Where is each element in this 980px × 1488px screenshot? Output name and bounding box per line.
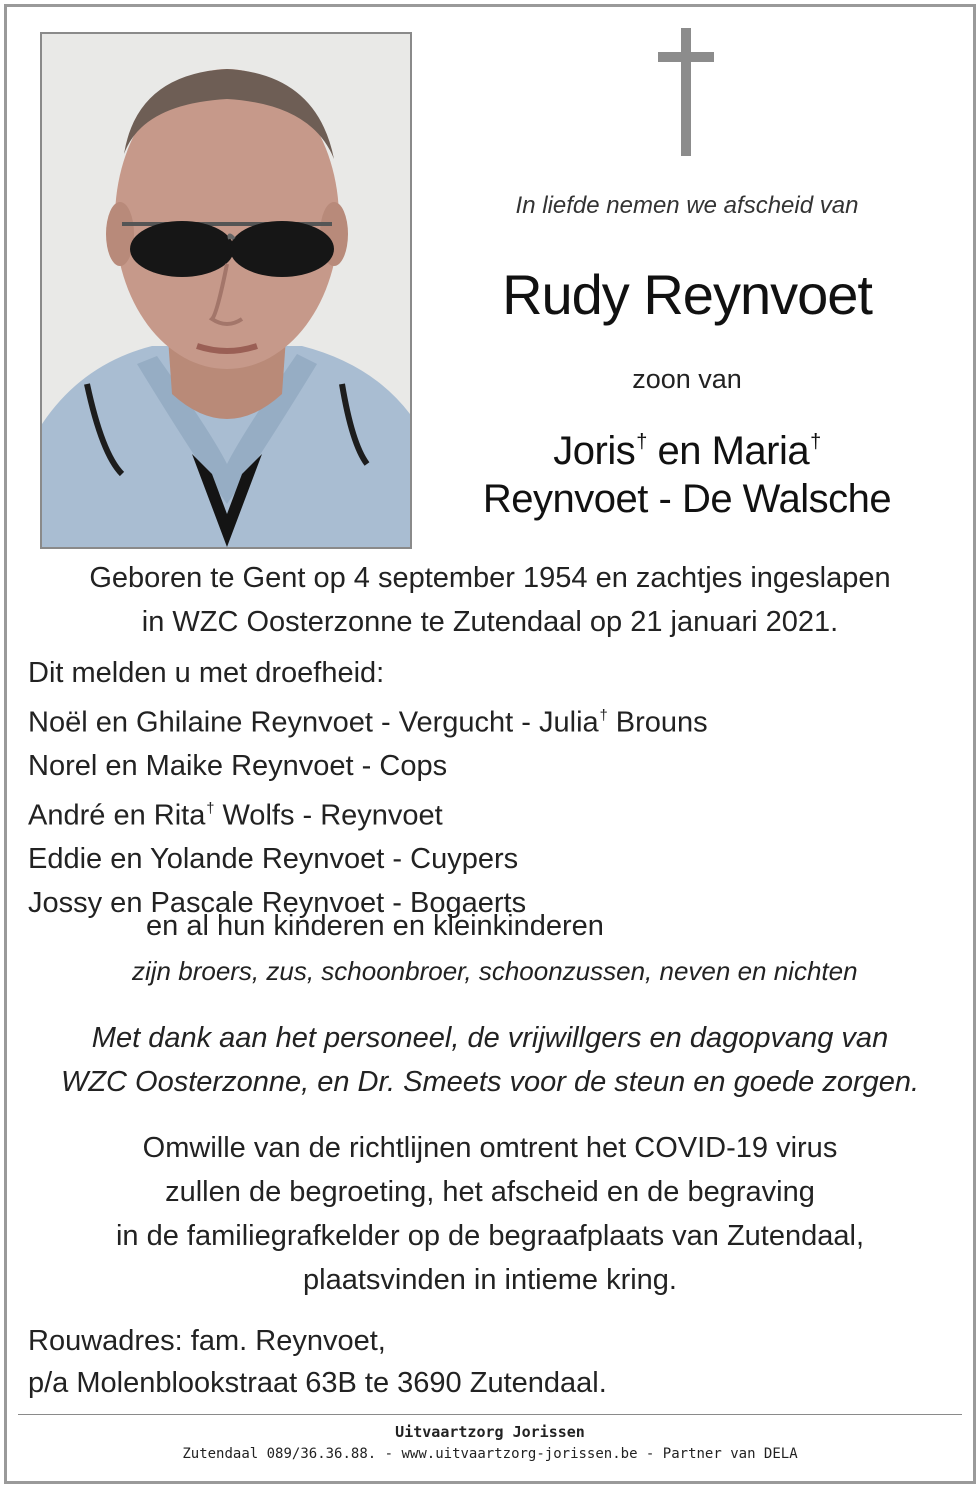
- parents-block: [430, 418, 944, 523]
- list-item: Noël en Ghilaine Reynvoet - Vergucht - Julia† Brouns: [28, 706, 708, 739]
- parents-first-names: Joris† en Maria†: [553, 429, 821, 473]
- funeral-home-contact: Zutendaal 089/36.36.88. - www.uitvaartzorg-jorissen.be - Partner van DELA: [182, 1446, 798, 1462]
- list-item: Eddie en Yolande Reynvoet - Cuypers: [28, 843, 519, 876]
- cross-icon: [658, 28, 714, 156]
- parents-family-names: Reynvoet - De Walsche: [482, 477, 892, 521]
- son-of-text: zoon van: [632, 364, 742, 394]
- list-item: André en Rita† Wolfs - Reynvoet: [28, 800, 443, 833]
- announcement-list: [28, 652, 958, 925]
- footer-divider: [18, 1414, 962, 1415]
- thanks-text: Met dank aan het personeel, de vrijwillgers en dagopvang van WZC Oosterzonne, en Dr. Smeets voor de steun en goede zorgen.: [60, 1022, 920, 1098]
- list-item: Norel en Maike Reynvoet - Cops: [28, 750, 448, 783]
- relatives-line: zijn broers, zus, schoonbroer, schoonzussen, neven en nichten: [132, 956, 858, 986]
- birth-death-text: Geboren te Gent op 4 september 1954 en zachtjes ingeslapen in WZC Oosterzonne te Zutendaal op 21 januari 2021.: [89, 562, 891, 638]
- funeral-home-name: Uitvaartzorg Jorissen: [395, 1423, 585, 1441]
- deceased-name: Rudy Reynvoet: [502, 263, 872, 326]
- list-item: Jossy en Pascale Reynvoet - Bogaerts: [28, 886, 527, 919]
- portrait-photo: [40, 32, 412, 549]
- children-line: en al hun kinderen en kleinkinderen: [146, 910, 604, 942]
- announcement-heading: Dit melden u met droefheid:: [28, 657, 385, 689]
- covid-notice: Omwille van de richtlijnen omtrent het COVID-19 virus zullen de begroeting, het afscheid en de begraving in de familiegrafkelder op de begraafplaats van Zutendaal, plaatsvinden in intieme kring.: [115, 1132, 865, 1296]
- intro-text: In liefde nemen we afscheid van: [515, 192, 859, 219]
- mourning-address: Rouwadres: fam. Reynvoet, p/a Molenblookstraat 63B te 3690 Zutendaal.: [28, 1325, 607, 1399]
